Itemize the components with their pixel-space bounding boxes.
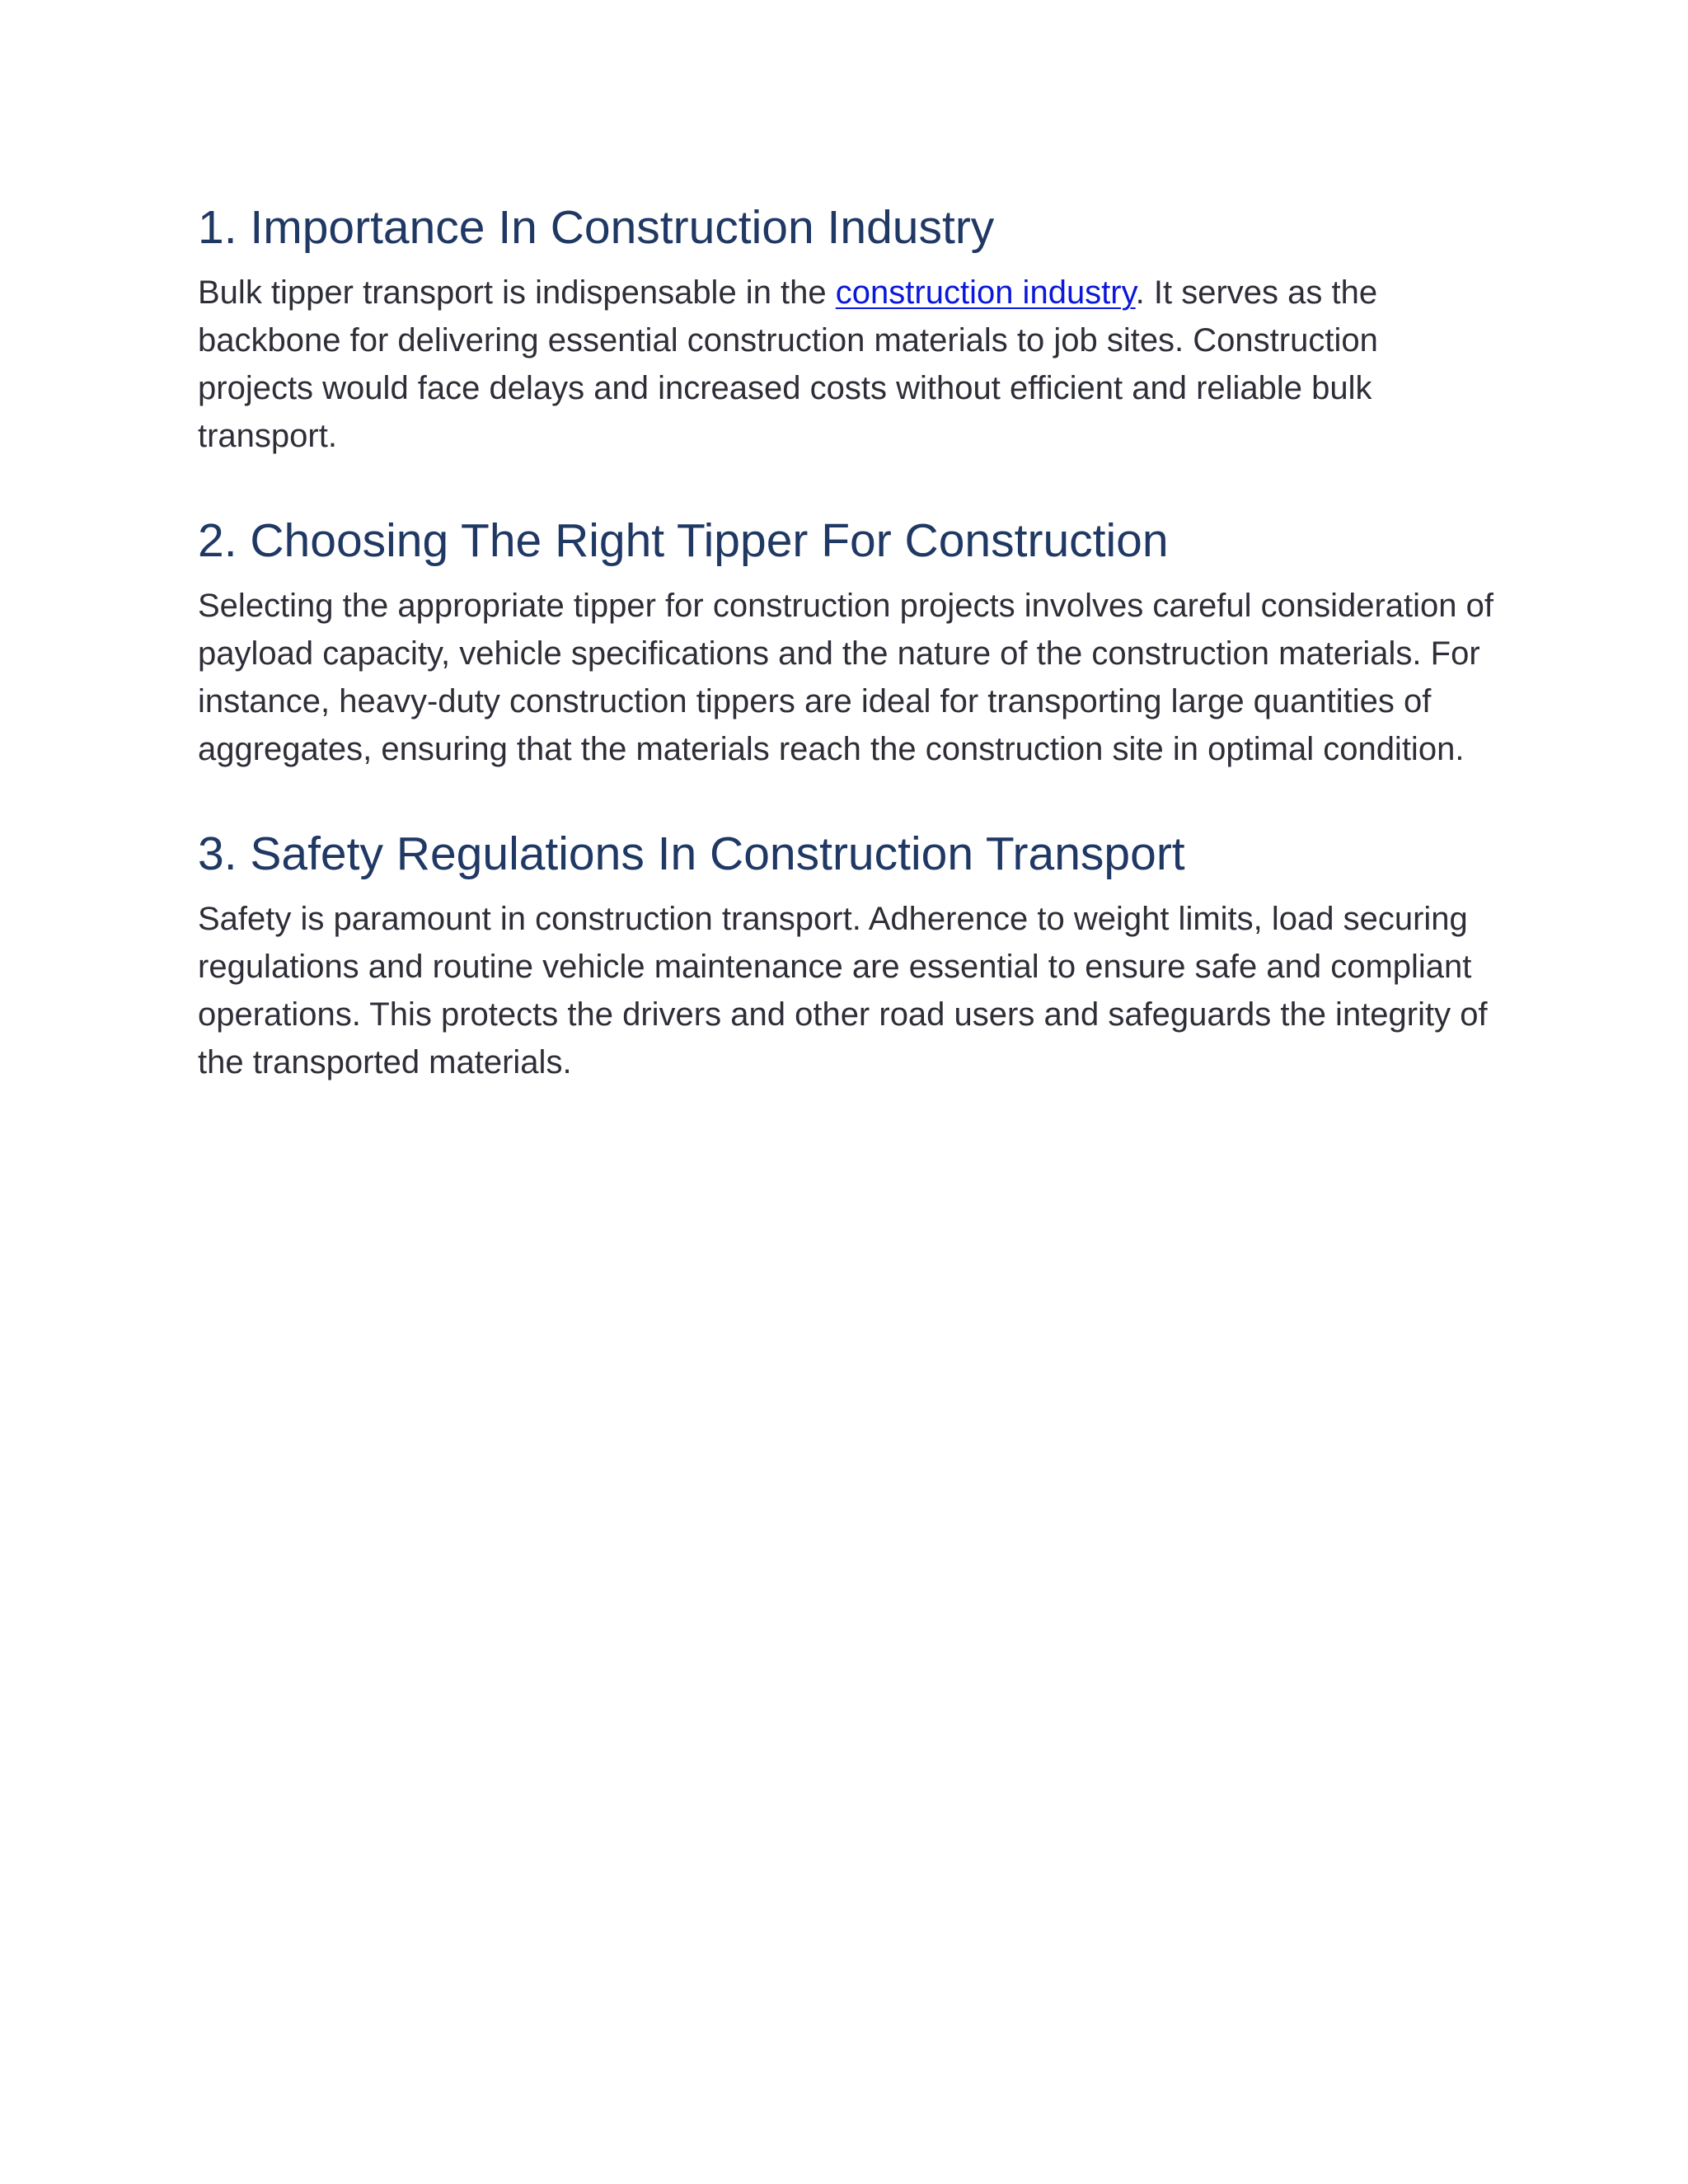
section-heading: 1. Importance In Construction Industry bbox=[198, 201, 995, 254]
section-paragraph: Selecting the appropriate tipper for construction projects involves careful consideration of payload capacity, vehicle specifications and the nature of the construction materials. For instance, heavy-duty construction tippers are ideal for transporting large quantities of aggregates, ensuring that the materials reach the construction site in optimal condition. bbox=[198, 588, 1493, 767]
section-choosing-tipper bbox=[198, 508, 1500, 773]
section-importance bbox=[198, 194, 1500, 460]
section-heading: 2. Choosing The Right Tipper For Construction bbox=[198, 514, 1169, 567]
document-content bbox=[198, 194, 1500, 1086]
section-heading: 3. Safety Regulations In Construction Transport bbox=[198, 827, 1185, 880]
paragraph-text: Bulk tipper transport is indispensable in the bbox=[198, 274, 836, 311]
section-paragraph bbox=[198, 269, 1500, 460]
paragraph-text: . It serves as the backbone for delivering essential construction materials to job sites. Construction projects would face delays and increased costs without efficient and reliable bulk transport. bbox=[198, 274, 1378, 454]
section-paragraph: Safety is paramount in construction transport. Adherence to weight limits, load securing regulations and routine vehicle maintenance are essential to ensure safe and compliant operations. This protects the drivers and other road users and safeguards the integrity of the transported materials. bbox=[198, 901, 1488, 1080]
section-safety-regulations bbox=[198, 821, 1500, 1086]
construction-industry-link[interactable]: construction industry bbox=[835, 274, 1136, 311]
